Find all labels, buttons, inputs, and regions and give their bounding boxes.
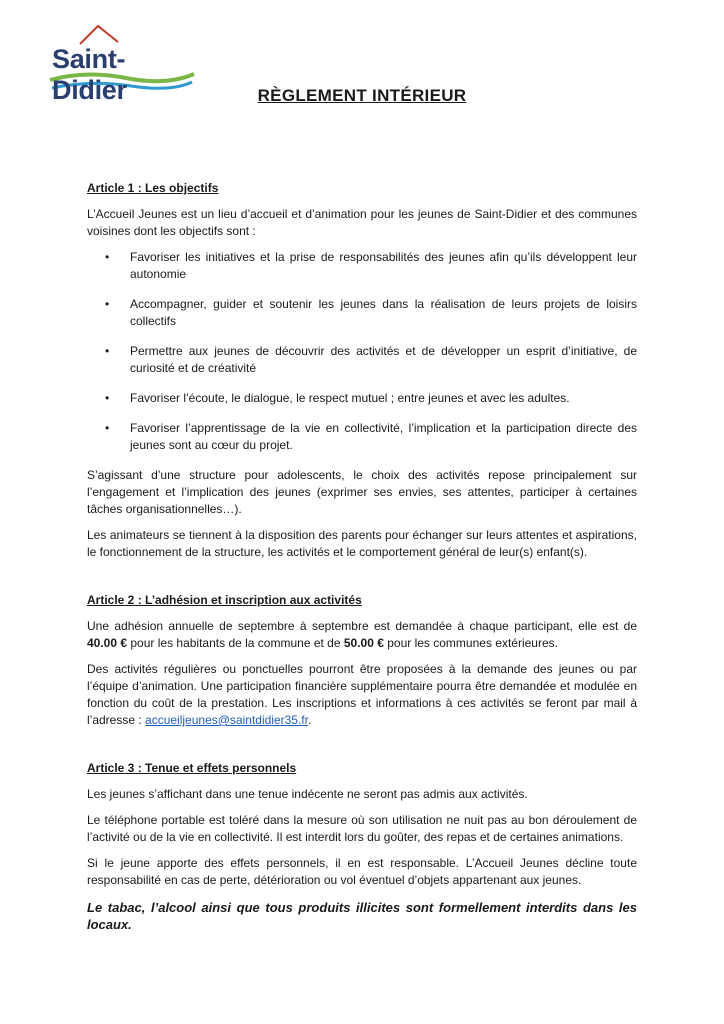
bullet-icon: •	[105, 391, 110, 405]
article-1-intro: L’Accueil Jeunes est un lieu d’accueil et d’animation pour les jeunes de Saint-Didier et des communes voisines dont les objectifs sont :	[87, 207, 637, 238]
list-item: • Accompagner, guider et soutenir les jeunes dans la réalisation de leurs projets de loisirs collectifs	[105, 297, 637, 328]
article-3-paragraph-3: Si le jeune apporte des effets personnels, il en est responsable. L’Accueil Jeunes décline toute responsabilité en cas de perte, détérioration ou vol éventuel d’objets appartenant aux jeunes.	[87, 856, 637, 887]
article-2-paragraph-1: Une adhésion annuelle de septembre à septembre est demandée à chaque participant, elle est de 40.00 € pour les habitants de la commune et de 50.00 € pour les communes extérieures.	[87, 619, 637, 650]
price-external: 50.00 €	[343, 636, 384, 650]
logo-roof	[80, 26, 118, 44]
price-local: 40.00 €	[87, 636, 128, 650]
email-link[interactable]: accueiljeunes@saintdidier35.fr	[145, 713, 308, 727]
bullet-icon: •	[105, 344, 110, 358]
objectives-list	[87, 249, 637, 454]
article-1-paragraph-3: Les animateurs se tiennent à la disposition des parents pour échanger sur leurs attentes et aspirations, le fonctionnement de la structure, les activités et le comportement général de leur(s) enfant(s).	[87, 528, 637, 559]
list-item: • Favoriser l’écoute, le dialogue, le respect mutuel ; entre jeunes et avec les adultes.	[105, 391, 570, 405]
article-1-heading: Article 1 : Les objectifs	[87, 181, 219, 195]
prohibition-notice: Le tabac, l’alcool ainsi que tous produits illicites sont formellement interdits dans les locaux.	[87, 900, 637, 932]
article-2-heading: Article 2 : L’adhésion et inscription aux activités	[87, 593, 362, 607]
list-item: • Favoriser l’apprentissage de la vie en collectivité, l’implication et la participation directe des jeunes sont au cœur du projet.	[105, 421, 637, 452]
bullet-icon: •	[105, 297, 110, 311]
list-item: • Permettre aux jeunes de découvrir des activités et de développer un esprit d’initiative, de curiosité et de créativité	[105, 344, 637, 375]
article-1-paragraph-2: S’agissant d’une structure pour adolescents, le choix des activités repose principalement sur l’engagement et l’implication des jeunes (exprimer ses envies, ses attentes, participer à certaines tâches organisationnelles…).	[87, 468, 637, 516]
document-body	[87, 180, 637, 942]
list-item: • Favoriser les initiatives et la prise de responsabilités des jeunes afin qu’ils développent leur autonomie	[105, 250, 637, 281]
article-2-paragraph-2: Des activités régulières ou ponctuelles pourront être proposées à la demande des jeunes ou par l’équipe d’animation. Une participation financière supplémentaire pourra être demandée et modulée en fonction du coût de la prestation. Les inscriptions et informations à ces activités se feront par mail à l’adresse : accueiljeunes@saintdidier35.fr.	[87, 662, 637, 727]
bullet-icon: •	[105, 421, 110, 435]
article-3-paragraph-1: Les jeunes s’affichant dans une tenue indécente ne seront pas admis aux activités.	[87, 787, 528, 801]
logo-text: Saint-Didier	[52, 44, 127, 105]
page-title: RÈGLEMENT INTÉRIEUR	[257, 86, 467, 105]
article-3-paragraph-2: Le téléphone portable est toléré dans la mesure où son utilisation ne nuit pas au bon déroulement de l’activité ou de la vie en collectivité. Il est interdit lors du goûter, des repas et de certaines animations.	[87, 813, 637, 844]
bullet-icon: •	[105, 250, 110, 264]
article-3-heading: Article 3 : Tenue et effets personnels	[87, 761, 297, 775]
